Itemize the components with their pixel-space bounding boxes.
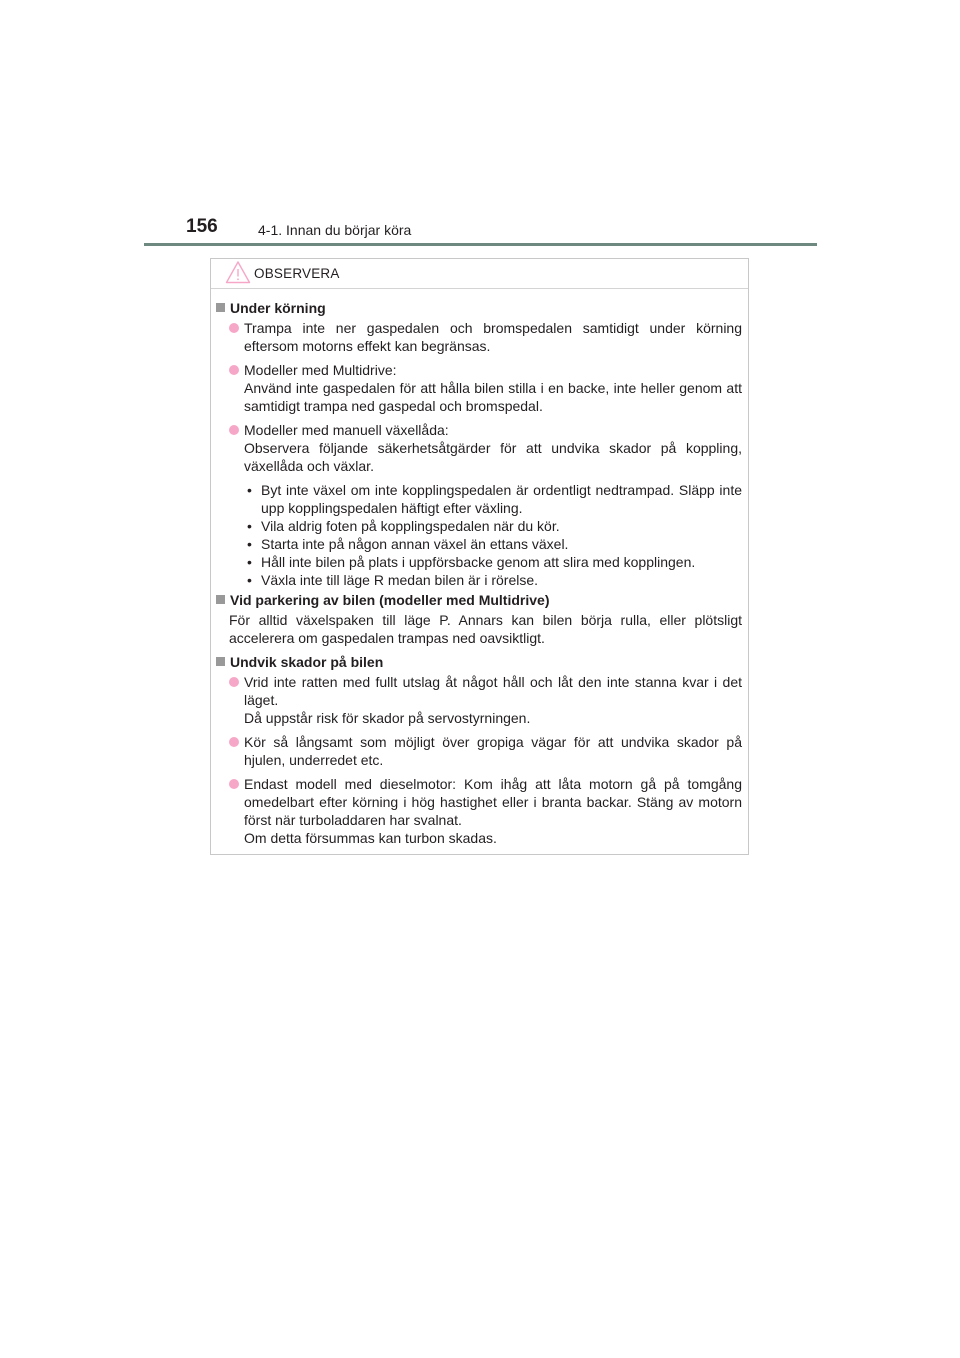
page-number: 156 <box>186 216 218 237</box>
list-item <box>229 319 742 355</box>
list-item <box>229 775 742 847</box>
item-text: Om detta försummas kan turbon skadas. <box>244 830 497 846</box>
sub-list-item: • Byt inte växel om inte kopplingspedalen är ordentligt nedtrampad. Släpp inte upp kopplingspedalen häftigt efter växling. <box>247 482 742 516</box>
caution-header <box>211 259 748 289</box>
sub-list <box>244 481 742 589</box>
warning-triangle-icon <box>225 260 251 284</box>
list-item <box>229 673 742 727</box>
section-text: För alltid växelspaken till läge P. Annars kan bilen börja rulla, eller plötsligt accelerera om gaspedalen trampas ned oavsiktligt. <box>229 612 742 646</box>
section-heading: Under körning <box>230 300 326 316</box>
item-text: Trampa inte ner gaspedalen och bromspedalen samtidigt under körning eftersom motorns effekt kan begränsas. <box>244 320 742 354</box>
sub-list-item: • Håll inte bilen på plats i uppförsbacke genom att slira med kopplingen. <box>247 554 696 570</box>
square-bullet-icon <box>216 303 225 312</box>
item-text: Observera följande säkerhetsåtgärder för att undvika skador på koppling, växellåda och växlar. <box>244 440 742 474</box>
section-heading: Vid parkering av bilen (modeller med Multidrive) <box>230 592 550 608</box>
list-item <box>229 733 742 769</box>
item-label: Modeller med Multidrive: <box>244 362 397 378</box>
caution-body <box>211 289 748 847</box>
item-text: Använd inte gaspedalen för att hålla bilen stilla i en backe, inte heller genom att samtidigt trampa ned gaspedal och bromspedal. <box>244 380 742 414</box>
section-parkering <box>216 591 742 647</box>
square-bullet-icon <box>216 657 225 666</box>
circle-bullet-icon <box>229 677 239 687</box>
section-title: 4-1. Innan du börjar köra <box>258 222 412 238</box>
item-label: Modeller med manuell växellåda: <box>244 422 449 438</box>
item-text: Endast modell med dieselmotor: Kom ihåg att låta motorn gå på tomgång omedelbart efter körning i hög hastighet eller i branta backar. Stäng av motorn först när turboladdaren har svalnat. <box>244 776 742 828</box>
circle-bullet-icon <box>229 365 239 375</box>
item-text: Då uppstår risk för skador på servostyrningen. <box>244 710 531 726</box>
sub-list-item: • Starta inte på någon annan växel än ettans växel. <box>247 536 569 552</box>
sub-list-item: • Växla inte till läge R medan bilen är i rörelse. <box>247 572 539 588</box>
header-divider <box>144 243 817 246</box>
item-text: Vrid inte ratten med fullt utslag åt något håll och låt den inte stanna kvar i det läget. <box>244 674 742 708</box>
section-heading: Undvik skador på bilen <box>230 654 384 670</box>
caution-title: OBSERVERA <box>254 266 340 281</box>
circle-bullet-icon <box>229 737 239 747</box>
square-bullet-icon <box>216 595 225 604</box>
caution-box <box>210 258 749 855</box>
circle-bullet-icon <box>229 323 239 333</box>
section-undvik-skador <box>216 653 742 847</box>
list-item <box>229 421 742 589</box>
item-text: Kör så långsamt som möjligt över gropiga vägar för att undvika skador på hjulen, underredet etc. <box>244 734 742 768</box>
list-item <box>229 361 742 415</box>
circle-bullet-icon <box>229 779 239 789</box>
section-under-korning <box>216 299 742 589</box>
circle-bullet-icon <box>229 425 239 435</box>
sub-list-item: • Vila aldrig foten på kopplingspedalen när du kör. <box>247 518 560 534</box>
